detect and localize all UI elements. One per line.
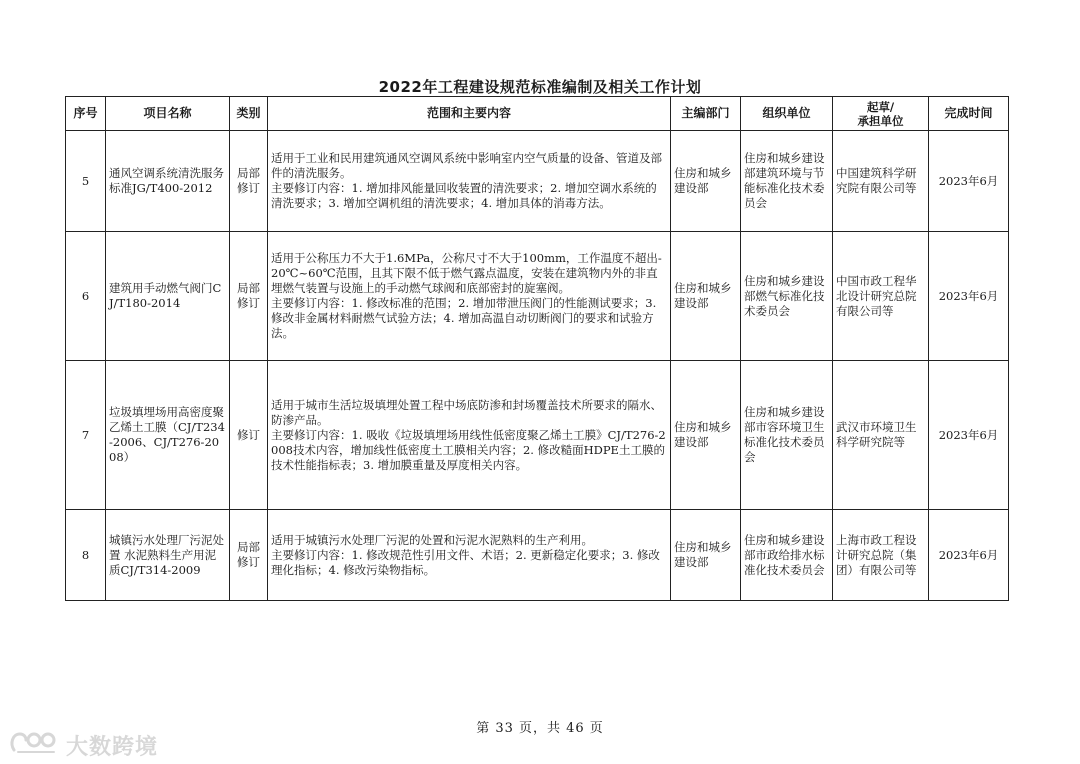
cell-dept: 住房和城乡建设部 [671, 510, 741, 601]
page-number: 第 33 页，共 46 页 [476, 721, 604, 736]
header-due: 完成时间 [929, 97, 1009, 131]
cell-type: 局部修订 [230, 510, 268, 601]
cell-name: 通风空调系统清洗服务标准JG/T400-2012 [106, 131, 230, 232]
cell-scope [268, 510, 671, 601]
scope-line: 主要修订内容：1. 吸收《垃圾填埋场用线性低密度聚乙烯土工膜》CJ/T276-2008技术内容，增加线性低密度土工膜相关内容；2. 修改糙面HDPE土工膜的技术性能指标表；3. 增加膜重量及厚度相关内容。 [271, 427, 666, 472]
watermark-text: 大数跨境 [66, 734, 159, 760]
scope-line: 适用于工业和民用建筑通风空调风系统中影响室内空气质量的设备、管道及部件的清洗服务。 [271, 151, 662, 180]
cell-type: 修订 [230, 361, 268, 510]
cell-seq: 6 [66, 232, 106, 361]
cell-seq: 7 [66, 361, 106, 510]
header-drafter-line2: 承担单位 [857, 113, 904, 128]
cell-scope [268, 131, 671, 232]
cell-dept: 住房和城乡建设部 [671, 361, 741, 510]
plan-table [65, 96, 1009, 601]
cell-org: 住房和城乡建设部燃气标准化技术委员会 [741, 232, 833, 361]
scope-line: 适用于城镇污水处理厂污泥的处置和污泥水泥熟料的生产利用。 [271, 532, 593, 547]
cell-due: 2023年6月 [929, 232, 1009, 361]
cell-dept: 住房和城乡建设部 [671, 131, 741, 232]
cell-due: 2023年6月 [929, 131, 1009, 232]
watermark-logo-icon [8, 728, 60, 762]
cell-type: 局部修订 [230, 232, 268, 361]
cell-name: 城镇污水处理厂污泥处置 水泥熟料生产用泥质CJ/T314-2009 [106, 510, 230, 601]
scope-line: 主要修订内容：1. 增加排风能量回收装置的清洗要求；2. 增加空调水系统的清洗要求；3. 增加空调机组的清洗要求；4. 增加具体的消毒方法。 [271, 181, 657, 210]
cell-drafter: 上海市政工程设计研究总院（集团）有限公司等 [833, 510, 929, 601]
cell-seq: 8 [66, 510, 106, 601]
header-name: 项目名称 [106, 97, 230, 131]
cell-dept: 住房和城乡建设部 [671, 232, 741, 361]
cell-name: 垃圾填埋场用高密度聚乙烯土工膜（CJ/T234-2006、CJ/T276-2008） [106, 361, 230, 510]
scope-line: 主要修订内容：1. 修改规范性引用文件、术语；2. 更新稳定化要求；3. 修改理化指标；4. 修改污染物指标。 [271, 547, 660, 577]
document-title: 2022年工程建设规范标准编制及相关工作计划 [378, 78, 702, 96]
table-row [66, 131, 1009, 232]
header-drafter-line1: 起草/ [866, 99, 895, 114]
scope-line: 适用于公称压力不大于1.6MPa，公称尺寸不大于100mm，工作温度不超出-20℃~60℃范围，且其下限不低于燃气露点温度，安装在建筑物内外的非直埋燃气装置与设施上的手动燃气球阀和底部密封的旋塞阀。 [271, 251, 662, 295]
cell-scope [268, 232, 671, 361]
table-header-row [66, 97, 1009, 131]
scope-line: 主要修订内容：1. 修改标准的范围；2. 增加带泄压阀门的性能测试要求；3. 修改非金属材料耐燃气试验方法；4. 增加高温自动切断阀门的要求和试验方法。 [271, 296, 657, 340]
header-scope: 范围和主要内容 [268, 97, 671, 131]
header-drafter [833, 97, 929, 131]
cell-drafter: 中国市政工程华北设计研究总院有限公司等 [833, 232, 929, 361]
cell-org: 住房和城乡建设部市容环境卫生标准化技术委员会 [741, 361, 833, 510]
header-org: 组织单位 [741, 97, 833, 131]
header-seq: 序号 [66, 97, 106, 131]
cell-due: 2023年6月 [929, 510, 1009, 601]
table-row [66, 510, 1009, 601]
cell-due: 2023年6月 [929, 361, 1009, 510]
header-dept: 主编部门 [671, 97, 741, 131]
cell-drafter: 武汉市环境卫生科学研究院等 [833, 361, 929, 510]
table-row [66, 232, 1009, 361]
cell-type: 局部修订 [230, 131, 268, 232]
scope-line: 适用于城市生活垃圾填埋处置工程中场底防渗和封场覆盖技术所要求的隔水、防渗产品。 [271, 397, 662, 427]
table-row [66, 361, 1009, 510]
cell-drafter: 中国建筑科学研究院有限公司等 [833, 131, 929, 232]
cell-org: 住房和城乡建设部建筑环境与节能标准化技术委员会 [741, 131, 833, 232]
header-type: 类别 [230, 97, 268, 131]
cell-scope [268, 361, 671, 510]
cell-seq: 5 [66, 131, 106, 232]
watermark [8, 728, 158, 762]
cell-name: 建筑用手动燃气阀门CJ/T180-2014 [106, 232, 230, 361]
cell-org: 住房和城乡建设部市政给排水标准化技术委员会 [741, 510, 833, 601]
